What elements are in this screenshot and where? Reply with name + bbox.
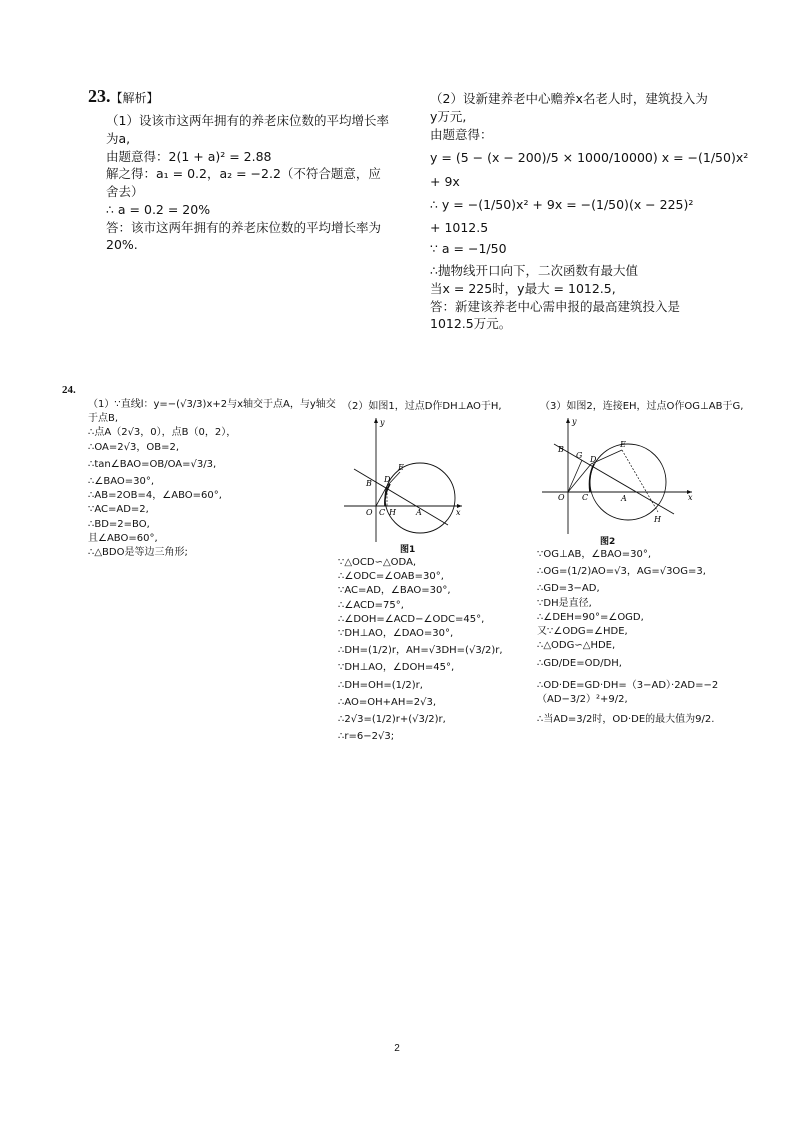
q24-col3-line: ∴△ODG∽△HDE, — [537, 640, 616, 652]
q24-col2-line: ∴2√3=(1/2)r+(√3/2)r, — [338, 713, 446, 725]
fig2-label-x: x — [688, 493, 693, 502]
fig1-arc-cd — [385, 484, 390, 506]
page-number: 2 — [394, 1043, 400, 1054]
fig2-label-c: C — [582, 493, 589, 502]
q23-right-line: ∵ a = −1/50 — [430, 241, 507, 257]
q23-header — [88, 86, 159, 107]
q24-col2-line: ∵DH⊥AO，∠DOH=45°, — [338, 662, 455, 674]
q23-right-line: + 9x — [430, 174, 460, 189]
q24-col2-title: （2）如图1，过点D作DH⊥AO于H, — [342, 401, 502, 412]
q23-part1 — [106, 112, 389, 254]
fig2-label-e: E — [620, 440, 626, 449]
q24-col3-line: ∵OG⊥AB，∠BAO=30°, — [537, 549, 652, 560]
q24-col3-line: ∴OG=(1/2)AO=√3，AG=√3OG=3, — [537, 566, 706, 578]
q23-right-line: 由题意得： — [430, 126, 493, 142]
fig2-circle — [590, 444, 666, 520]
fig1-y-arrow — [374, 418, 378, 423]
q23-right-line: ∴ y = −(1/50)x² + 9x = −(1/50)(x − 225)² — [430, 196, 694, 212]
q24-col2-line: ∵△OCD∽△ODA, — [338, 557, 417, 568]
q24-col1 — [88, 398, 336, 560]
fig1-label-b: B — [366, 479, 372, 488]
fig2-segment-eh — [622, 450, 658, 512]
fig2-line-l — [554, 444, 674, 514]
q23-right-line: 1012.5万元。 — [430, 316, 512, 332]
q23-left-line: 20%. — [106, 237, 138, 253]
q23-left-line: 舍去） — [106, 184, 144, 199]
fig1-label-a: A — [416, 508, 422, 517]
q24-number: 24. — [62, 384, 76, 396]
fig2-label-o: O — [558, 493, 565, 502]
fig1-label-h: H — [389, 508, 396, 517]
q24-col3-line: ∴GD=3−AD, — [537, 583, 600, 595]
q24-col3-title: （3）如图2，连接EH，过点O作OG⊥AB于G, — [540, 401, 744, 412]
q23-right-line: ∴抛物线开口向下，二次函数有最大值 — [430, 263, 638, 278]
q23-right-line: y = (5 − (x − 200)/5 × 1000/10000) x = −(1/50)x² — [430, 150, 749, 166]
fig1-label-e: E — [398, 463, 404, 472]
q24-col3-line: ∴OD·DE=GD·DH=（3−AD）·2AD=−2（AD−3/2）²+9/2, — [537, 679, 719, 705]
q24-col2-line: ∴∠ACD=75°, — [338, 599, 404, 611]
fig2-segment-og — [568, 460, 582, 492]
q24-col1-line: ∴点A（2√3，0），点B（0，2）， — [88, 427, 237, 439]
q23-right-line: + 1012.5 — [430, 219, 489, 235]
q24-col1-line: ∵AC=AD=2, — [88, 504, 149, 516]
q24-col2-line: ∵AC=AD，∠BAO=30°, — [338, 585, 451, 597]
fig1-label-d: D — [384, 475, 391, 484]
fig2-caption: 图2 — [600, 537, 616, 547]
fig1-label-x: x — [456, 508, 461, 517]
figure-1 — [340, 414, 468, 544]
q24-col1-line: 且∠ABO=60°, — [88, 532, 158, 544]
q24-col3-line: ∵DH是直径, — [537, 597, 592, 609]
q24-col1-line: 于点B, — [88, 413, 119, 425]
q24-col2-line: ∴DH=(1/2)r，AH=√3DH=(√3/2)r, — [338, 645, 503, 657]
q24-col3 — [537, 548, 769, 730]
fig2-label-h: H — [654, 515, 661, 524]
q24-col2-line: ∴DH=OH=(1/2)r, — [338, 679, 423, 691]
figure-2 — [538, 414, 698, 536]
q23-left-line: ∴ a = 0.2 = 20% — [106, 201, 211, 217]
q24-col1-line: ∴OA=2√3，OB=2, — [88, 441, 180, 453]
q24-col2-line: ∵DH⊥AO，∠DAO=30°, — [338, 627, 454, 639]
q23-tag: 【解析】 — [110, 91, 159, 105]
fig2-label-d: D — [590, 455, 597, 464]
q24-col2-line: ∴∠ODC=∠OAB=30°, — [338, 571, 444, 583]
q24-col1-line: ∴BD=2=BO, — [88, 518, 150, 530]
fig2-label-g: G — [576, 451, 583, 460]
q23-right-line: 当x = 225时，y最大 = 1012.5, — [430, 280, 616, 296]
q24-col2-line: ∴AO=OH+AH=2√3, — [338, 696, 437, 708]
fig1-label-c: C — [379, 508, 386, 517]
q23-part2 — [430, 90, 748, 333]
fig1-caption: 图1 — [400, 545, 416, 555]
q23-left-line: 答：该市这两年拥有的养老床位数的平均增长率为 — [106, 219, 382, 235]
fig2-y-arrow — [566, 418, 570, 423]
q24-col1-line: ∴△BDO是等边三角形; — [88, 546, 188, 558]
fig1-circle — [385, 463, 455, 533]
fig1-label-y: y — [380, 418, 385, 427]
q24-col1-line: ∴tan∠BAO=OB/OA=√3/3, — [88, 458, 217, 470]
q23-right-line: 答：新建该养老中心需申报的最高建筑投入是 — [430, 298, 681, 314]
q24-col3-line: 又∵∠ODG=∠HDE, — [537, 625, 628, 637]
q23-right-line: （2）设新建养老中心赡养x名老人时，建筑投入为 — [430, 91, 708, 106]
q24-col2-line: ∴r=6−2√3; — [338, 731, 395, 743]
q23-left-line: 由题意得：2(1 + a)² = 2.88 — [106, 148, 272, 164]
q23-left-line: （1）设该市这两年拥有的养老床位数的平均增长率 — [106, 113, 389, 128]
q24-col3-line: ∴GD/DE=OD/DH, — [537, 658, 622, 670]
q24-col3-line: ∴当AD=3/2时，OD·DE的最大值为9/2. — [537, 713, 715, 725]
q24-col2-line: ∴∠DOH=∠ACD−∠ODC=45°, — [338, 613, 485, 625]
q24-col2 — [338, 556, 503, 744]
q24-col3-line: ∴∠DEH=90°=∠OGD, — [537, 611, 644, 623]
q24-col1-line: （1）∵直线l：y=−(√3/3)x+2与x轴交于点A，与y轴交 — [88, 399, 336, 410]
fig2-arc-cd — [590, 464, 595, 492]
q23-right-line: y万元, — [430, 108, 467, 124]
q23-left-line: 解之得：a₁ = 0.2，a₂ = −2.2（不符合题意，应 — [106, 166, 381, 182]
fig2-label-a: A — [621, 494, 627, 503]
q23-left-line: 为a, — [106, 130, 131, 146]
fig1-label-o: O — [366, 508, 373, 517]
q23-number: 23. — [88, 86, 111, 106]
fig2-label-b: B — [558, 445, 564, 454]
fig2-label-y: y — [572, 417, 577, 426]
q24-col1-line: ∴∠BAO=30°, — [88, 475, 155, 487]
fig2-segment-od — [568, 464, 591, 492]
q24-col1-line: ∴AB=2OB=4，∠ABO=60°, — [88, 490, 222, 502]
